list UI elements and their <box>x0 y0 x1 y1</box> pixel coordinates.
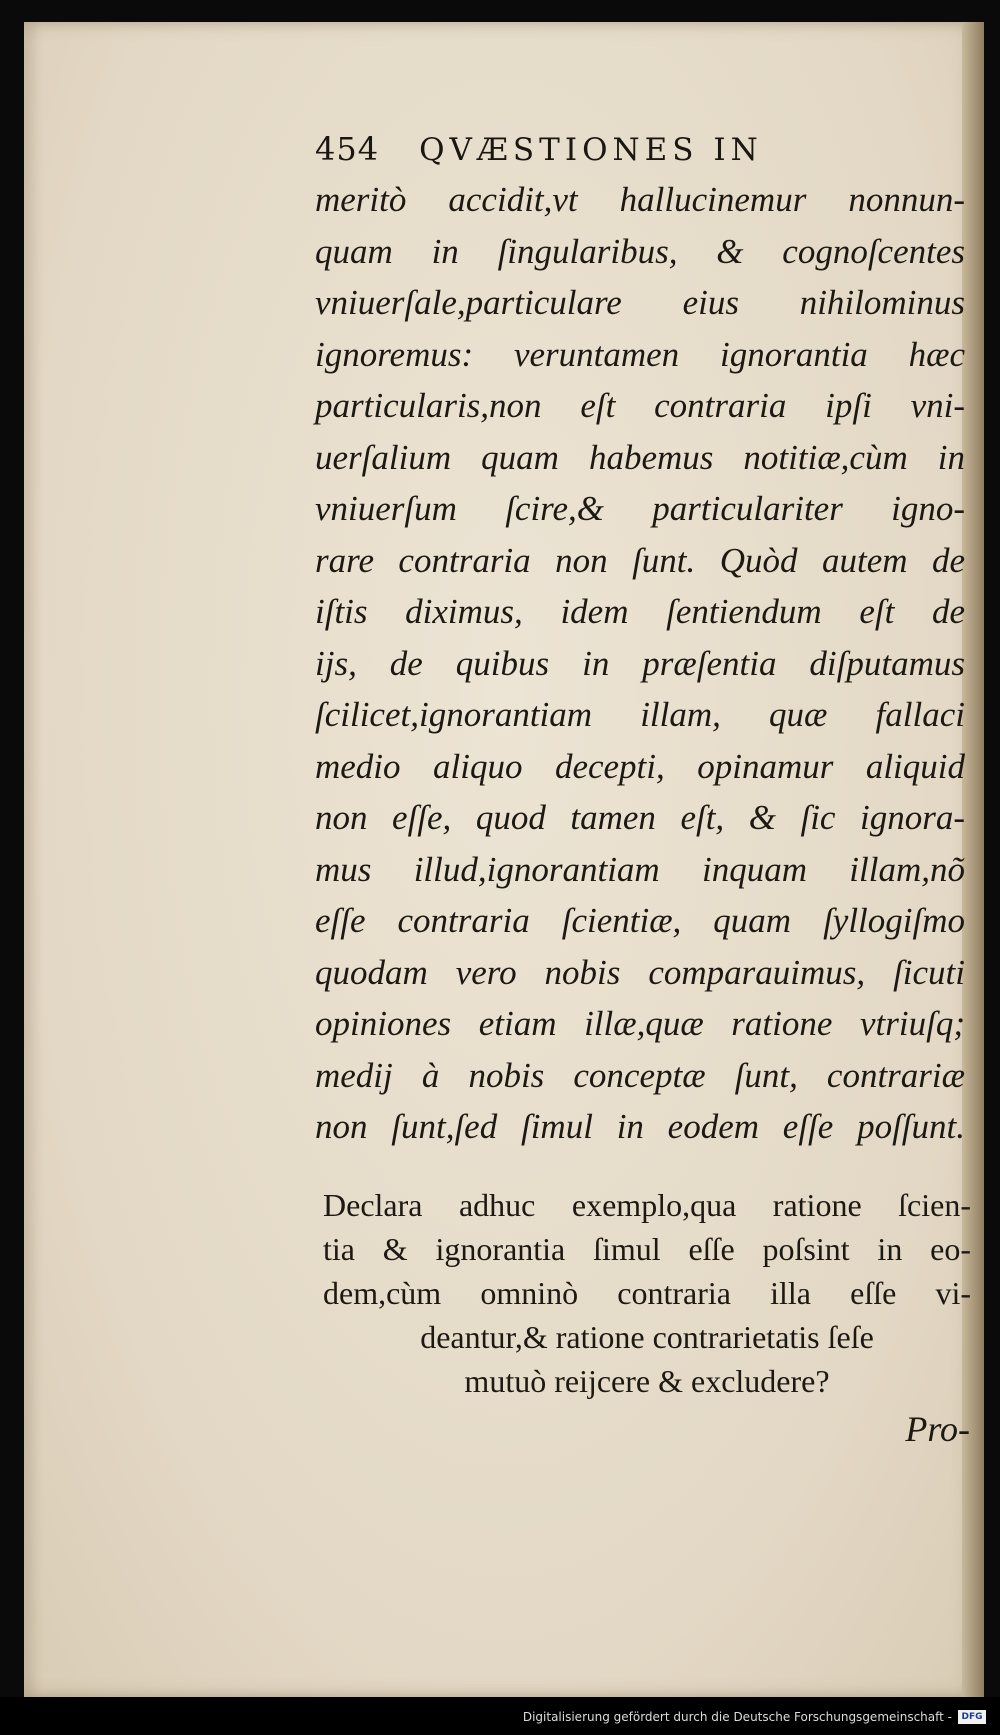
text-line: medij à nobis conceptæ ſunt, contrariæ <box>315 1055 965 1095</box>
text-line: mus illud,ignorantiam inquam illam,nõ <box>315 849 965 889</box>
page-number: 454 <box>315 130 380 168</box>
question-line: Declara adhuc exemplo,qua ratione ſcien- <box>323 1187 971 1223</box>
text-line: vniuerſale,particulare eius nihilominus <box>315 283 965 322</box>
text-line: particularis,non eſt contraria ipſi vni- <box>315 386 965 425</box>
running-title: QVÆSTIONES IN <box>419 132 763 168</box>
question-line: dem,cùm omninò contraria illa eſſe vi- <box>323 1275 971 1311</box>
text-line: quam in ſingularibus, & cognoſcentes <box>315 231 965 271</box>
dfg-logo: DFG <box>958 1710 986 1724</box>
text-line: ijs, de quibus in præſentia diſputamus <box>315 643 965 683</box>
question-line: deantur,& ratione contrarietatis ſeſe <box>420 1319 874 1355</box>
text-line: rare contraria non ſunt. Quòd autem de <box>315 540 965 580</box>
digitization-credit <box>0 1699 1000 1735</box>
catchword: Pro- <box>905 1409 970 1449</box>
text-line: non ſunt,ſed ſimul in eodem eſſe poſſunt. <box>315 1107 965 1146</box>
text-line: medio aliquo decepti, opinamur aliquid <box>315 746 965 786</box>
text-line: vniuerſum ſcire,& particulariter igno- <box>315 489 965 528</box>
text-line: meritò accidit,vt hallucinemur nonnun- <box>315 180 965 219</box>
text-line: ignoremus: veruntamen ignorantia hæc <box>315 334 965 374</box>
text-line: iſtis diximus, idem ſentiendum eſt de <box>315 592 965 631</box>
question-heading <box>323 1183 971 1403</box>
credit-text: Digitalisierung gefördert durch die Deutsche Forschungsgemeinschaft - <box>522 1710 952 1724</box>
text-line: non eſſe, quod tamen eſt, & ſic ignora- <box>315 798 965 837</box>
running-head <box>315 128 763 168</box>
text-line: uerſalium quam habemus notitiæ,cùm in <box>315 437 965 477</box>
question-line: mutuò reijcere & excludere? <box>464 1363 830 1399</box>
question-line: tia & ignorantia ſimul eſſe poſsint in eo- <box>323 1231 971 1267</box>
text-line: quodam vero nobis comparauimus, ſicuti <box>315 952 965 992</box>
body-text <box>315 174 965 1153</box>
text-line: ſcilicet,ignorantiam illam, quæ fallaci <box>315 695 965 734</box>
text-line: eſſe contraria ſcientiæ, quam ſyllogiſmo <box>315 901 965 940</box>
text-line: opiniones etiam illæ,quæ ratione vtriuſq; <box>315 1004 965 1043</box>
